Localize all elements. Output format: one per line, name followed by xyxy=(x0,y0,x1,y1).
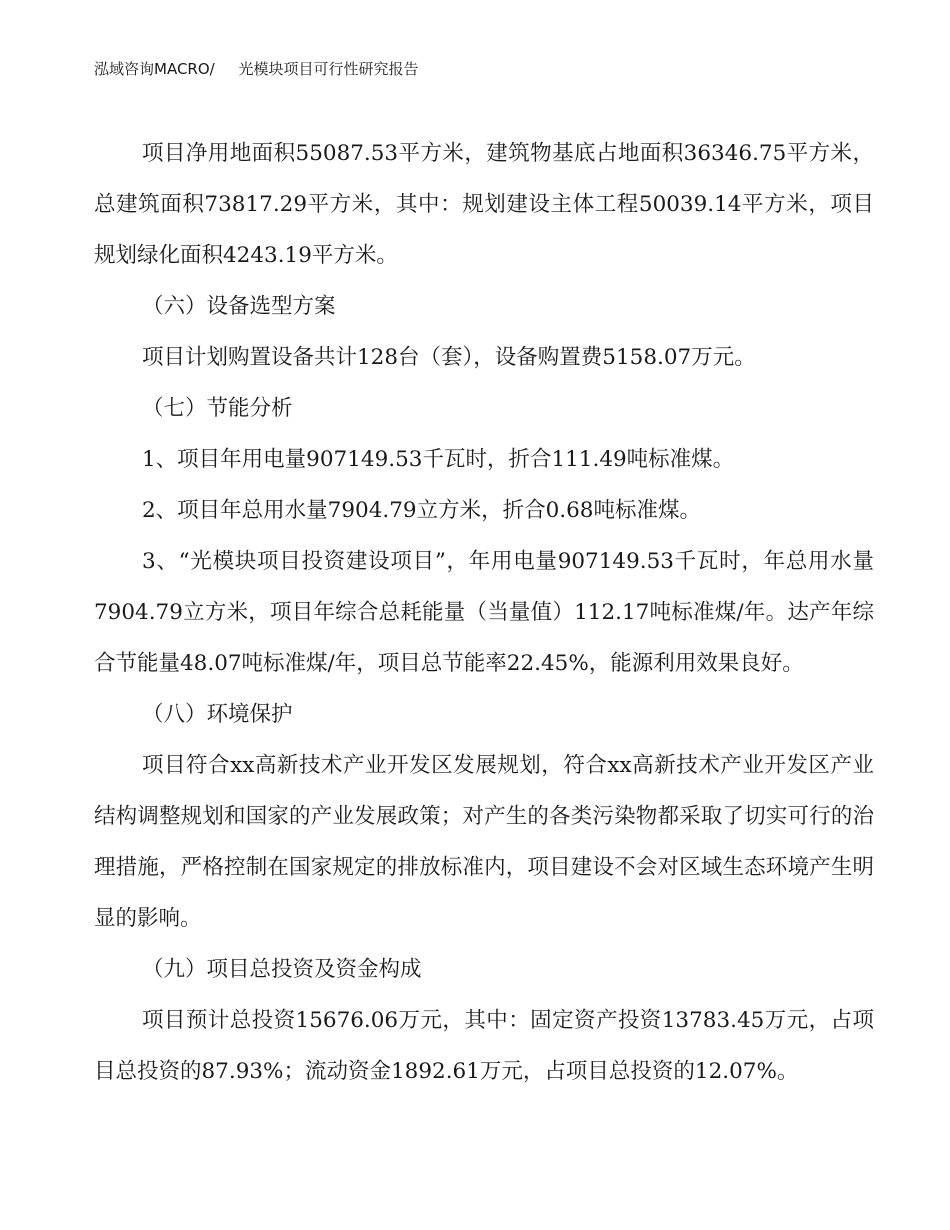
paragraph-land-area: 项目净用地面积55087.53平方米，建筑物基底占地面积36346.75平方米，总建筑面积73817.29平方米，其中：规划建设主体工程50039.14平方米，项目规划绿化面积4243.19平方米。 xyxy=(94,141,874,268)
header-title: 光模块项目可行性研究报告 xyxy=(238,60,419,78)
document-body xyxy=(94,128,874,1097)
paragraph-water: 2、项目年总用水量7904.79立方米，折合0.68吨标准煤。 xyxy=(142,498,701,523)
paragraph-electricity: 1、项目年用电量907149.53千瓦时，折合111.49吨标准煤。 xyxy=(142,447,735,472)
paragraph-energy-summary: 3、“光模块项目投资建设项目”，年用电量907149.53千瓦时，年总用水量7904.79立方米，项目年综合总耗能量（当量值）112.17吨标准煤/年。达产年综合节能量48.07吨标准煤/年，项目总节能率22.45%，能源利用效果良好。 xyxy=(94,549,874,676)
paragraph-equipment: 项目计划购置设备共计128台（套），设备购置费5158.07万元。 xyxy=(142,345,756,370)
heading-equipment: （六）设备选型方案 xyxy=(142,294,336,319)
page-header xyxy=(94,59,419,79)
paragraph-environment: 项目符合xx高新技术产业开发区发展规划，符合xx高新技术产业开发区产业结构调整规划和国家的产业发展政策；对产生的各类污染物都采取了切实可行的治理措施，严格控制在国家规定的排放标准内，项目建设不会对区域生态环境产生明显的影响。 xyxy=(94,753,874,931)
heading-investment: （九）项目总投资及资金构成 xyxy=(142,957,422,982)
paragraph-investment: 项目预计总投资15676.06万元，其中：固定资产投资13783.45万元，占项目总投资的87.93%；流动资金1892.61万元，占项目总投资的12.07%。 xyxy=(94,1008,874,1084)
heading-environment: （八）环境保护 xyxy=(142,702,293,727)
header-source: 泓域咨询MACRO/ xyxy=(94,60,215,78)
heading-energy: （七）节能分析 xyxy=(142,396,293,421)
